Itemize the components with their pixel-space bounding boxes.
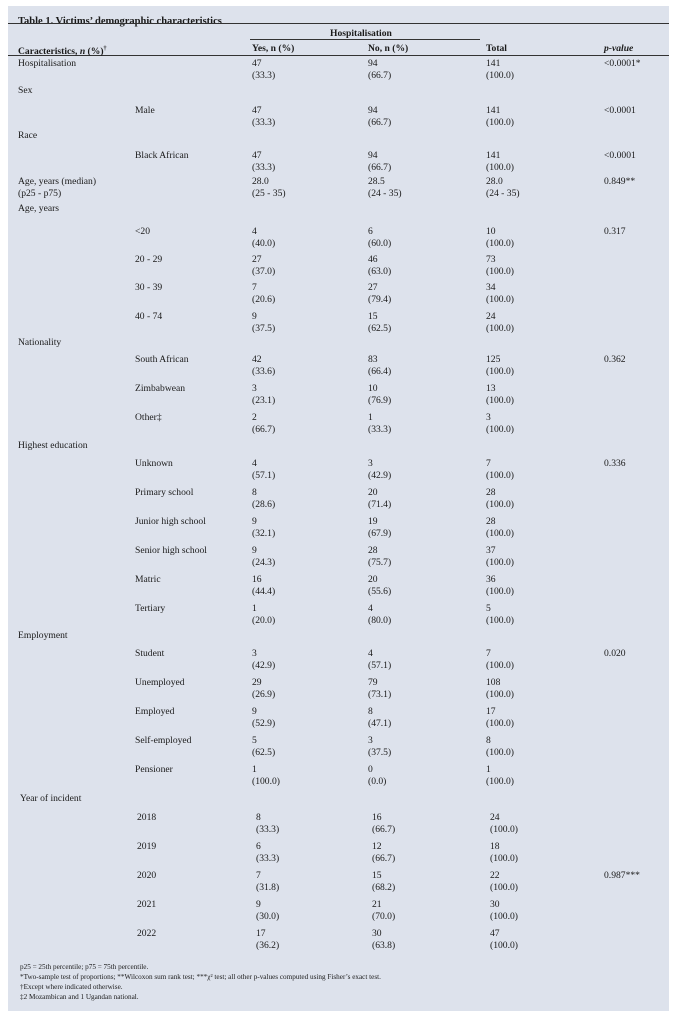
- row-subcategory: Senior high school: [135, 545, 207, 556]
- header-p-value: p-value: [604, 43, 634, 54]
- cell-no-pct: (47.1): [368, 718, 392, 729]
- cell-no-count: 19: [368, 516, 378, 527]
- cell-no-count: 94: [368, 105, 378, 116]
- cell-no-pct: (71.4): [368, 499, 392, 510]
- row-subcategory: Unemployed: [135, 677, 185, 688]
- cell-yes-pct: (66.7): [252, 424, 276, 435]
- cell-total-pct: (100.0): [486, 470, 514, 481]
- cell-total-pct: (100.0): [486, 557, 514, 568]
- cell-p-value: 0.317: [604, 226, 626, 237]
- cell-total-pct: (100.0): [490, 824, 518, 835]
- cell-yes-pct: (33.6): [252, 366, 276, 377]
- cell-total-pct: (100.0): [490, 911, 518, 922]
- row-subcategory: 20 - 29: [135, 254, 163, 265]
- cell-yes-pct: (33.3): [252, 162, 276, 173]
- cell-no-pct: (76.9): [368, 395, 392, 406]
- cell-no-count: 0: [368, 764, 373, 775]
- cell-total-pct: (24 - 35): [486, 188, 520, 199]
- cell-no-count: 1: [368, 412, 373, 423]
- cell-yes-count: 9: [252, 516, 257, 527]
- footnote: †Except where indicated otherwise.: [20, 983, 123, 991]
- cell-no-pct: (75.7): [368, 557, 392, 568]
- cell-no-pct: (79.4): [368, 294, 392, 305]
- cell-no-pct: (66.7): [372, 853, 396, 864]
- cell-no-count: 16: [372, 812, 382, 823]
- group-rule: [250, 39, 480, 40]
- cell-total-count: 7: [486, 648, 491, 659]
- cell-no-count: 79: [368, 677, 378, 688]
- cell-yes-count: 9: [256, 899, 261, 910]
- cell-total-count: 30: [490, 899, 500, 910]
- row-subcategory: Employed: [135, 706, 175, 717]
- cell-no-pct: (0.0): [368, 776, 387, 787]
- cell-yes-pct: (25 - 35): [252, 188, 286, 199]
- row-subcategory: Student: [135, 648, 165, 659]
- cell-total-count: 125: [486, 354, 501, 365]
- cell-no-count: 3: [368, 458, 373, 469]
- header-total: Total: [486, 43, 507, 54]
- cell-total-pct: (100.0): [486, 366, 514, 377]
- cell-yes-count: 1: [252, 603, 257, 614]
- cell-total-pct: (100.0): [486, 776, 514, 787]
- cell-no-pct: (60.0): [368, 238, 392, 249]
- cell-no-count: 94: [368, 58, 378, 69]
- cell-total-count: 37: [486, 545, 496, 556]
- row-subcategory: Primary school: [135, 487, 194, 498]
- cell-yes-count: 42: [252, 354, 262, 365]
- cell-total-pct: (100.0): [486, 117, 514, 128]
- cell-total-count: 7: [486, 458, 491, 469]
- cell-yes-count: 3: [252, 648, 257, 659]
- cell-total-count: 34: [486, 282, 496, 293]
- cell-yes-pct: (32.1): [252, 528, 276, 539]
- cell-no-pct: (62.5): [368, 323, 392, 334]
- cell-total-count: 28: [486, 487, 496, 498]
- cell-total-pct: (100.0): [486, 718, 514, 729]
- row-subcategory: Black African: [135, 150, 189, 161]
- cell-no-count: 4: [368, 648, 373, 659]
- row-subcategory: 2022: [137, 928, 157, 939]
- cell-no-count: 15: [368, 311, 378, 322]
- row-subcategory: <20: [135, 226, 151, 237]
- cell-yes-pct: (33.3): [252, 70, 276, 81]
- cell-total-pct: (100.0): [486, 70, 514, 81]
- cell-yes-count: 8: [256, 812, 261, 823]
- cell-total-count: 1: [486, 764, 491, 775]
- cell-total-count: 141: [486, 105, 501, 116]
- cell-total-count: 8: [486, 735, 491, 746]
- cell-no-pct: (37.5): [368, 747, 392, 758]
- row-category: Nationality: [18, 337, 62, 348]
- row-category: Sex: [18, 85, 33, 96]
- cell-total-count: 22: [490, 870, 500, 881]
- cell-no-pct: (24 - 35): [368, 188, 402, 199]
- cell-yes-count: 6: [256, 841, 261, 852]
- row-subcategory: 30 - 39: [135, 282, 163, 293]
- cell-no-pct: (42.9): [368, 470, 392, 481]
- footnote: p25 = 25th percentile; p75 = 75th percentile.: [20, 963, 149, 971]
- cell-no-pct: (66.7): [368, 162, 392, 173]
- cell-p-value: 0.336: [604, 458, 626, 469]
- footnote: *Two-sample test of proportions; **Wilcoxon sum rank test; ***χ² test; all other p-values computed using Fisher’s exact test.: [20, 973, 381, 981]
- header-rule: [8, 55, 669, 56]
- cell-no-count: 3: [368, 735, 373, 746]
- cell-total-count: 73: [486, 254, 496, 265]
- cell-yes-pct: (24.3): [252, 557, 276, 568]
- table-title: Table 1. Victims’ demographic characteristics: [18, 16, 222, 27]
- cell-total-pct: (100.0): [486, 323, 514, 334]
- cell-yes-count: 1: [252, 764, 257, 775]
- cell-yes-count: 3: [252, 383, 257, 394]
- cell-no-pct: (68.2): [372, 882, 396, 893]
- cell-no-count: 20: [368, 487, 378, 498]
- row-category: Age, years (median): [18, 176, 97, 187]
- cell-no-count: 21: [372, 899, 382, 910]
- cell-yes-count: 27: [252, 254, 262, 265]
- cell-yes-pct: (33.3): [252, 117, 276, 128]
- cell-no-pct: (63.8): [372, 940, 396, 951]
- cell-yes-pct: (40.0): [252, 238, 276, 249]
- cell-no-pct: (66.7): [372, 824, 396, 835]
- cell-no-count: 46: [368, 254, 378, 265]
- row-subcategory: Pensioner: [135, 764, 173, 775]
- row-subcategory: Tertiary: [135, 603, 166, 614]
- cell-yes-pct: (62.5): [252, 747, 276, 758]
- cell-yes-count: 7: [256, 870, 261, 881]
- cell-total-pct: (100.0): [486, 528, 514, 539]
- row-subcategory: Self-employed: [135, 735, 192, 746]
- cell-total-count: 10: [486, 226, 496, 237]
- cell-yes-count: 16: [252, 574, 262, 585]
- cell-total-pct: (100.0): [486, 294, 514, 305]
- cell-total-pct: (100.0): [486, 395, 514, 406]
- row-subcategory: 40 - 74: [135, 311, 163, 322]
- cell-total-count: 5: [486, 603, 491, 614]
- cell-total-count: 24: [486, 311, 496, 322]
- cell-yes-count: 29: [252, 677, 262, 688]
- header-characteristics: Caracteristics, n (%)†: [18, 46, 107, 58]
- cell-no-count: 83: [368, 354, 378, 365]
- cell-yes-count: 28.0: [252, 176, 269, 187]
- cell-no-pct: (57.1): [368, 660, 392, 671]
- cell-no-count: 27: [368, 282, 378, 293]
- cell-yes-pct: (57.1): [252, 470, 276, 481]
- cell-yes-count: 9: [252, 706, 257, 717]
- row-category: Employment: [18, 630, 68, 641]
- cell-yes-pct: (42.9): [252, 660, 276, 671]
- cell-p-value: 0.362: [604, 354, 626, 365]
- cell-no-count: 4: [368, 603, 373, 614]
- cell-total-count: 141: [486, 58, 501, 69]
- header-yes: Yes, n (%): [252, 43, 295, 54]
- top-rule: [8, 23, 669, 24]
- cell-no-count: 12: [372, 841, 382, 852]
- cell-total-pct: (100.0): [486, 586, 514, 597]
- cell-yes-count: 47: [252, 105, 262, 116]
- row-subcategory: Matric: [135, 574, 161, 585]
- row-subcategory: Unknown: [135, 458, 173, 469]
- cell-yes-pct: (44.4): [252, 586, 276, 597]
- cell-no-count: 10: [368, 383, 378, 394]
- cell-total-count: 36: [486, 574, 496, 585]
- cell-no-pct: (66.7): [368, 70, 392, 81]
- cell-yes-pct: (37.5): [252, 323, 276, 334]
- cell-no-pct: (67.9): [368, 528, 392, 539]
- cell-yes-pct: (33.3): [256, 824, 280, 835]
- row-subcategory: 2019: [137, 841, 157, 852]
- cell-yes-count: 8: [252, 487, 257, 498]
- cell-yes-count: 47: [252, 58, 262, 69]
- row-subcategory: Junior high school: [135, 516, 206, 527]
- cell-total-pct: (100.0): [486, 266, 514, 277]
- cell-no-count: 8: [368, 706, 373, 717]
- cell-no-count: 94: [368, 150, 378, 161]
- cell-yes-count: 7: [252, 282, 257, 293]
- cell-yes-count: 4: [252, 226, 257, 237]
- row-subcategory: 2018: [137, 812, 157, 823]
- cell-yes-count: 9: [252, 545, 257, 556]
- cell-yes-count: 47: [252, 150, 262, 161]
- cell-no-pct: (66.7): [368, 117, 392, 128]
- cell-yes-pct: (100.0): [252, 776, 280, 787]
- cell-no-pct: (66.4): [368, 366, 392, 377]
- row-category: Hospitalisation: [18, 58, 77, 69]
- cell-yes-pct: (26.9): [252, 689, 276, 700]
- cell-yes-pct: (37.0): [252, 266, 276, 277]
- row-subcategory: South African: [135, 354, 189, 365]
- cell-no-count: 15: [372, 870, 382, 881]
- cell-no-pct: (63.0): [368, 266, 392, 277]
- cell-yes-count: 9: [252, 311, 257, 322]
- row-category: Highest education: [18, 440, 88, 451]
- cell-total-pct: (100.0): [486, 747, 514, 758]
- row-subcategory: 2021: [137, 899, 157, 910]
- cell-yes-pct: (20.0): [252, 615, 276, 626]
- cell-no-count: 6: [368, 226, 373, 237]
- cell-yes-pct: (33.3): [256, 853, 280, 864]
- cell-total-count: 28: [486, 516, 496, 527]
- cell-no-pct: (80.0): [368, 615, 392, 626]
- cell-no-pct: (33.3): [368, 424, 392, 435]
- cell-no-pct: (73.1): [368, 689, 392, 700]
- footnote: ‡2 Mozambican and 1 Ugandan national.: [20, 993, 139, 1001]
- cell-yes-pct: (23.1): [252, 395, 276, 406]
- cell-total-count: 18: [490, 841, 500, 852]
- table-panel: [8, 6, 669, 1011]
- cell-no-pct: (70.0): [372, 911, 396, 922]
- cell-total-count: 47: [490, 928, 500, 939]
- row-subcategory: 2020: [137, 870, 157, 881]
- cell-total-pct: (100.0): [486, 424, 514, 435]
- cell-yes-count: 2: [252, 412, 257, 423]
- cell-total-pct: (100.0): [486, 499, 514, 510]
- cell-total-count: 28.0: [486, 176, 503, 187]
- cell-total-count: 13: [486, 383, 496, 394]
- row-subcategory: Zimbabwean: [135, 383, 186, 394]
- row-category-line2: (p25 - p75): [18, 188, 62, 199]
- cell-p-value: 0.849**: [604, 176, 636, 187]
- cell-total-pct: (100.0): [486, 615, 514, 626]
- cell-total-count: 24: [490, 812, 500, 823]
- cell-total-pct: (100.0): [490, 853, 518, 864]
- cell-yes-pct: (30.0): [256, 911, 280, 922]
- cell-total-pct: (100.0): [486, 689, 514, 700]
- cell-total-count: 3: [486, 412, 491, 423]
- cell-yes-count: 17: [256, 928, 266, 939]
- cell-total-count: 108: [486, 677, 501, 688]
- row-subcategory: Other‡: [135, 412, 162, 423]
- header-hospitalisation: Hospitalisation: [330, 28, 392, 39]
- cell-yes-pct: (20.6): [252, 294, 276, 305]
- cell-yes-pct: (36.2): [256, 940, 280, 951]
- cell-p-value: <0.0001: [604, 150, 636, 161]
- cell-yes-pct: (52.9): [252, 718, 276, 729]
- cell-total-pct: (100.0): [486, 238, 514, 249]
- cell-yes-count: 4: [252, 458, 257, 469]
- cell-no-count: 28: [368, 545, 378, 556]
- cell-total-count: 141: [486, 150, 501, 161]
- cell-no-pct: (55.6): [368, 586, 392, 597]
- cell-p-value: 0.020: [604, 648, 626, 659]
- cell-no-count: 20: [368, 574, 378, 585]
- cell-total-pct: (100.0): [486, 660, 514, 671]
- cell-total-pct: (100.0): [486, 162, 514, 173]
- cell-p-value: 0.987***: [604, 870, 640, 881]
- cell-p-value: <0.0001*: [604, 58, 641, 69]
- header-no: No, n (%): [368, 43, 409, 54]
- row-category: Age, years: [18, 203, 60, 214]
- row-category: Year of incident: [20, 793, 82, 804]
- cell-total-pct: (100.0): [490, 940, 518, 951]
- cell-total-count: 17: [486, 706, 496, 717]
- cell-total-pct: (100.0): [490, 882, 518, 893]
- cell-yes-count: 5: [252, 735, 257, 746]
- cell-p-value: <0.0001: [604, 105, 636, 116]
- cell-yes-pct: (31.8): [256, 882, 280, 893]
- cell-no-count: 28.5: [368, 176, 385, 187]
- row-subcategory: Male: [135, 105, 155, 116]
- row-category: Race: [18, 130, 38, 141]
- cell-yes-pct: (28.6): [252, 499, 276, 510]
- cell-no-count: 30: [372, 928, 382, 939]
